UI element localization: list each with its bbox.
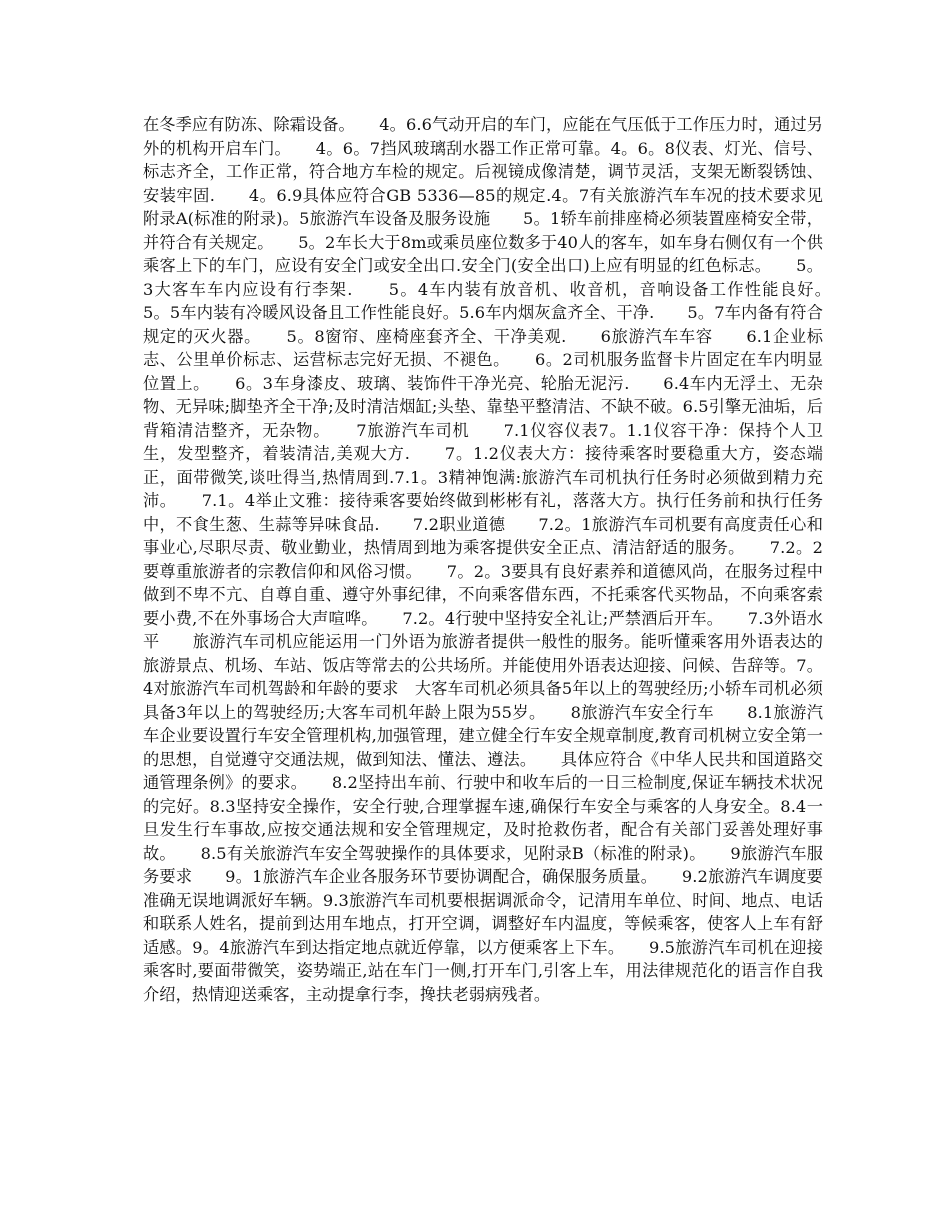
document-body-text: 在冬季应有防冻、除霜设备。 4。6.6气动开启的车门，应能在气压低于工作压力时，通过另外的机构开启车门。 4。6。7挡风玻璃刮水器工作正常可靠。4。6。8仪表、灯光、信号、标志齐全，工作正常，符合地方车检的规定。后视镜成像清楚，调节灵活，支架无断裂锈蚀、安装牢固. 4。6.9具体应符合GB 5336—85的规定.4。7有关旅游汽车车况的技术要求见附录A(标准的附录)。5旅游汽车设备及服务设施 5。1轿车前排座椅必须装置座椅安全带，并符合有关规定。 5。2车长大于8m或乘员座位数多于40人的客车，如车身右侧仅有一个供乘客上下的车门，应设有安全门或安全出口.安全门(安全出口)上应有明显的红色标志。 5。3大客车车内应设有行李架. 5。4车内装有放音机、收音机，音响设备工作性能良好。 5。5车内装有冷暖风设备且工作性能良好。5.6车内烟灰盒齐全、干净. 5。7车内备有符合规定的灭火器。 5。8窗帘、座椅座套齐全、干净美观. 6旅游汽车车容 6.1企业标志、公里单价标志、运营标志完好无损、不褪色。 6。2司机服务监督卡片固定在车内明显位置上。 6。3车身漆皮、玻璃、装饰件干净光亮、轮胎无泥污. 6.4车内无浮土、无杂物、无异味;脚垫齐全干净;及时清洁烟缸;头垫、靠垫平整清洁、不缺不破。6.5引擎无油垢，后背箱清洁整齐，无杂物。 7旅游汽车司机 7.1仪容仪表7。1.1仪容干净：保持个人卫生，发型整齐，着装清洁,美观大方. 7。1.2仪表大方：接待乘客时要稳重大方，姿态端正，面带微笑,谈吐得当,热情周到.7.1。3精神饱满:旅游汽车司机执行任务时必须做到精力充沛。 7.1。4举止文雅：接待乘客要始终做到彬彬有礼，落落大方。执行任务前和执行任务中，不食生葱、生蒜等异味食品. 7.2职业道德 7.2。1旅游汽车司机要有高度责任心和事业心,尽职尽责、敬业勤业，热情周到地为乘客提供安全正点、清洁舒适的服务。 7.2。2要尊重旅游者的宗教信仰和风俗习惯。 7。2。3要具有良好素养和道德风尚，在服务过程中做到不卑不亢、自尊自重、遵守外事纪律，不向乘客借东西，不托乘客代买物品，不向乘客索要小费,不在外事场合大声喧哗。 7.2。4行驶中坚持安全礼让;严禁酒后开车。 7.3外语水平 旅游汽车司机应能运用一门外语为旅游者提供一般性的服务。能听懂乘客用外语表达的旅游景点、机场、车站、饭店等常去的公共场所。并能使用外语表达迎接、问候、告辞等。7。4对旅游汽车司机驾龄和年龄的要求 大客车司机必须具备5年以上的驾驶经历;小轿车司机必须具备3年以上的驾驶经历;大客车司机年龄上限为55岁。 8旅游汽车安全行车 8.1旅游汽车企业要设置行车安全管理机构,加强管理，建立健全行车安全规章制度,教育司机树立安全第一的思想，自觉遵守交通法规，做到知法、懂法、遵法。 具体应符合《中华人民共和国道路交通管理条例》的要求。 8.2坚持出车前、行驶中和收车后的一日三检制度,保证车辆技术状况的完好。8.3坚持安全操作，安全行驶,合理掌握车速,确保行车安全与乘客的人身安全。8.4一旦发生行车事故,应按交通法规和安全管理规定，及时抢救伤者，配合有关部门妥善处理好事故。 8.5有关旅游汽车安全驾驶操作的具体要求，见附录B（标准的附录)。 9旅游汽车服务要求 9。1旅游汽车企业各服务环节要协调配合，确保服务质量。 9.2旅游汽车调度要准确无误地调派好车辆。9.3旅游汽车司机要根据调派命令，记清用车单位、时间、地点、电话和联系人姓名，提前到达用车地点，打开空调，调整好车内温度，等候乘客，使客人上车有舒适感。9。4旅游汽车到达指定地点就近停靠，以方便乘客上下车。 9.5旅游汽车司机在迎接乘客时,要面带微笑，姿势端正,站在车门一侧,打开车门,引客上车，用法律规范化的语言作自我介绍，热情迎送乘客，主动提拿行李，搀扶老弱病残者。	[143, 115, 856, 1004]
